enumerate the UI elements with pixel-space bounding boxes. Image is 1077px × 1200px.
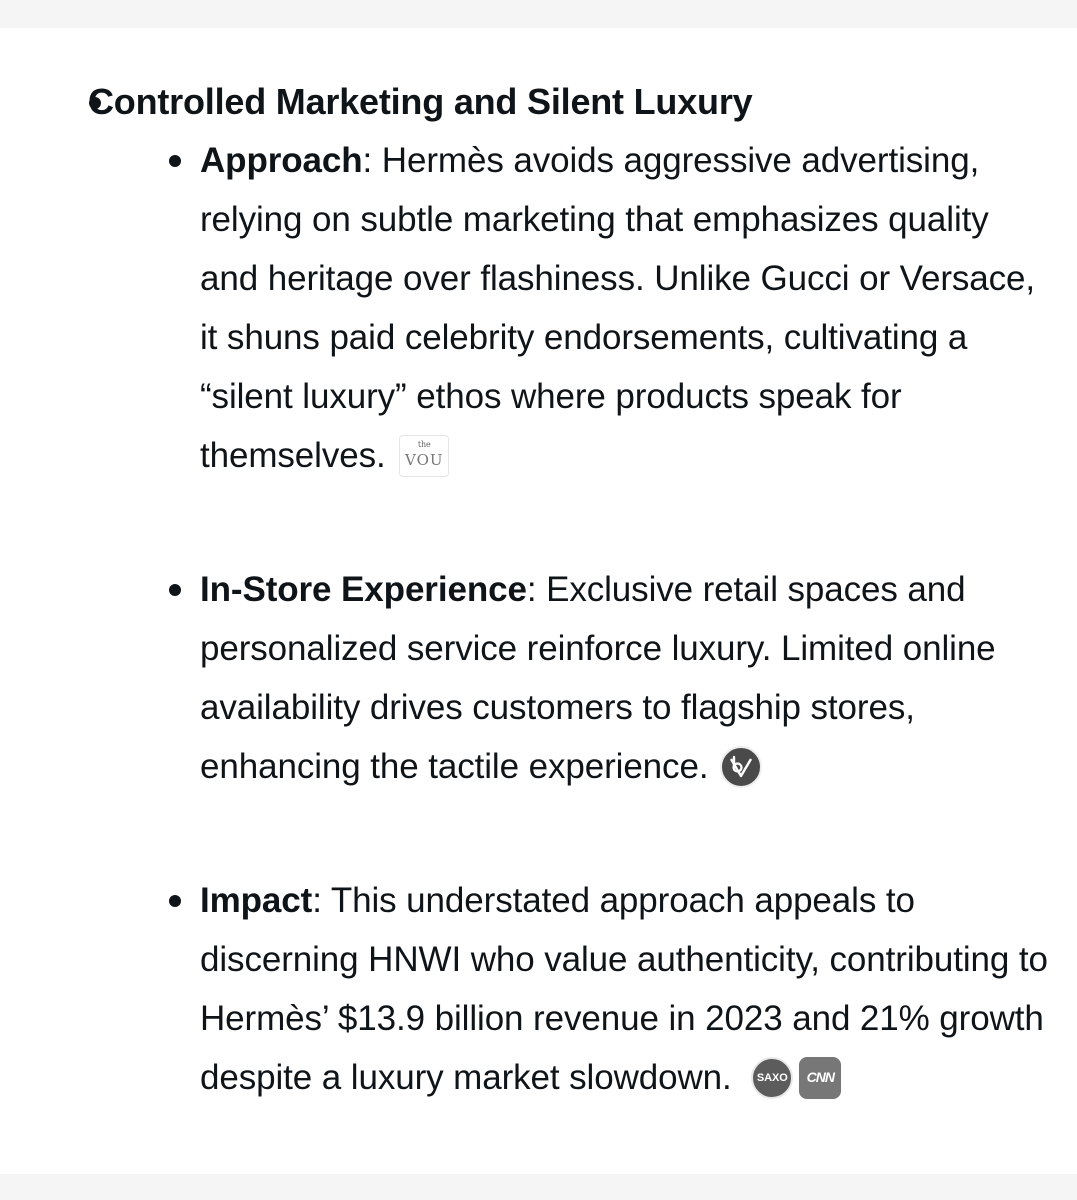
list-item-approach (200, 131, 1050, 485)
bullet-icon (169, 155, 181, 167)
item-text: This understated approach appeals to discerning HNWI who value authenticity, contributing to Hermès’ $13.9 billion revenue in 2023 and 21% growth despite a luxury market slowdown. (200, 881, 1048, 1097)
the-vou-logo-icon[interactable]: the VOU (399, 435, 449, 477)
response-card (0, 28, 1077, 1174)
cnn-logo-icon[interactable]: CNN (799, 1057, 841, 1099)
list-item-in-store-experience (200, 560, 1050, 796)
bv-logo-icon[interactable] (720, 746, 762, 788)
bullet-icon (169, 584, 181, 596)
item-separator: : (312, 881, 322, 920)
bv-logo-glyph-icon (728, 754, 754, 780)
section-heading: Controlled Marketing and Silent Luxury (88, 81, 753, 122)
item-text: Hermès avoids aggressive advertising, relying on subtle marketing that emphasizes quality and heritage over flashiness. Unlike Gucci or Versace, it shuns paid celebrity endorsements, cultivating a “silent luxury” ethos where products speak for themselves. (200, 141, 1036, 475)
item-term: Approach (200, 141, 363, 180)
item-term: Impact (200, 881, 313, 920)
saxo-logo-icon[interactable]: SAXO (751, 1057, 793, 1099)
bullet-icon (169, 895, 181, 907)
item-separator: : (362, 141, 373, 180)
item-text: Exclusive retail spaces and personalized service reinforce luxury. Limited online availability drives customers to flagship stores, enhancing the tactile experience. (200, 570, 996, 786)
item-separator: : (526, 570, 537, 609)
list-item-impact (200, 871, 1050, 1107)
item-term: In-Store Experience (200, 570, 527, 609)
